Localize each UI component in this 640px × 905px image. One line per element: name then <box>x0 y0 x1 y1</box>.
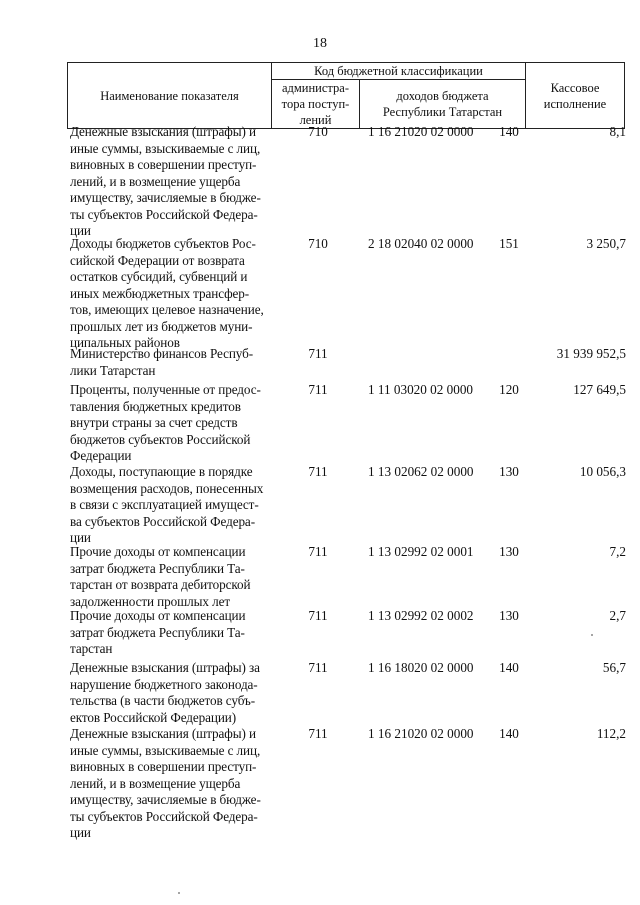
income-code: 1 16 21020 02 0000 <box>368 726 474 741</box>
admin-code: 711 <box>308 346 328 361</box>
income-type-code: 130 <box>499 608 519 623</box>
income-type-code: 130 <box>499 464 519 479</box>
income-code: 1 13 02062 02 0000 <box>368 464 474 479</box>
cash-execution-amount: 2,7 <box>609 608 626 623</box>
admin-code: 711 <box>308 608 328 623</box>
header-income-column: доходов бюджета Республики Татарстан <box>360 80 526 129</box>
income-type-code: 140 <box>499 660 519 675</box>
income-code: 1 13 02992 02 0002 <box>368 608 474 623</box>
income-code: 1 11 03020 02 0000 <box>368 382 474 397</box>
income-code: 1 16 21020 02 0000 <box>368 124 474 139</box>
indicator-name: Министерство финансов Респуб- лики Татарстан <box>70 346 254 378</box>
header-amount-column: Кассовое исполнение <box>526 63 625 129</box>
income-type-code: 140 <box>499 124 519 139</box>
income-type-code: 151 <box>499 236 519 251</box>
table-row <box>70 346 626 379</box>
income-code: 1 13 02992 02 0001 <box>368 544 474 559</box>
table-row <box>70 544 626 610</box>
scan-speck <box>591 634 593 636</box>
income-code: 1 16 18020 02 0000 <box>368 660 474 675</box>
income-type-code: 130 <box>499 544 519 559</box>
header-bcc-group: Код бюджетной классификации <box>272 63 526 80</box>
admin-code: 710 <box>308 124 328 139</box>
table-row <box>70 660 626 726</box>
admin-code: 711 <box>308 726 328 741</box>
indicator-name: Денежные взыскания (штрафы) и иные суммы, взыскиваемые с лиц, виновных в совершении преступ- лений, и в возмещение ущерба имуществу, зачисляемые в бюдже- ты субъектов Российской Федера- ции <box>70 726 261 840</box>
indicator-name: Денежные взыскания (штрафы) и иные суммы, взыскиваемые с лиц, виновных в совершении преступ- лений, и в возмещение ущерба имуществу, зачисляемые в бюдже- ты субъектов Российской Федера- ции <box>70 124 261 238</box>
admin-code: 711 <box>308 464 328 479</box>
cash-execution-amount: 31 939 952,5 <box>556 346 626 361</box>
admin-code: 711 <box>308 660 328 675</box>
indicator-name: Прочие доходы от компенсации затрат бюджета Республики Та- тарстан от возврата дебиторской задолженности прошлых лет <box>70 544 251 609</box>
table-row <box>70 124 626 240</box>
indicator-name: Доходы бюджетов субъектов Рос- сийской Федерации от возврата остатков субсидий, субвенций и иных межбюджетных трансфер- тов, имеющих целевое назначение, прошлых лет из бюджетов муни- ципальных районов <box>70 236 264 350</box>
table-row <box>70 236 626 352</box>
table-row <box>70 608 626 658</box>
admin-code: 711 <box>308 544 328 559</box>
admin-code: 710 <box>308 236 328 251</box>
header-admin-column: администра- тора поступ- лений <box>272 80 360 129</box>
cash-execution-amount: 10 056,3 <box>579 464 626 479</box>
table-row <box>70 464 626 547</box>
indicator-name: Денежные взыскания (штрафы) за нарушение бюджетного законода- тельства (в части бюджетов субъ- ектов Российской Федерации) <box>70 660 260 725</box>
cash-execution-amount: 112,2 <box>596 726 626 741</box>
cash-execution-amount: 56,7 <box>602 660 626 675</box>
cash-execution-amount: 7,2 <box>609 544 626 559</box>
table-header <box>67 62 625 129</box>
scan-speck <box>178 892 180 894</box>
indicator-name: Доходы, поступающие в порядке возмещения расходов, понесенных в связи с эксплуатацией имущест- ва субъектов Российской Федера- ции <box>70 464 264 545</box>
page-number: 18 <box>313 36 327 51</box>
cash-execution-amount: 127 649,5 <box>573 382 626 397</box>
income-type-code: 140 <box>499 726 519 741</box>
header-name-column: Наименование показателя <box>68 63 272 129</box>
income-code: 2 18 02040 02 0000 <box>368 236 474 251</box>
cash-execution-amount: 8,1 <box>609 124 626 139</box>
table-row <box>70 382 626 465</box>
indicator-name: Прочие доходы от компенсации затрат бюджета Республики Та- тарстан <box>70 608 246 656</box>
indicator-name: Проценты, полученные от предос- тавления бюджетных кредитов внутри страны за счет средств бюджетов субъектов Российской Федерации <box>70 382 261 463</box>
cash-execution-amount: 3 250,7 <box>586 236 626 251</box>
income-type-code: 120 <box>499 382 519 397</box>
table-row <box>70 726 626 842</box>
admin-code: 711 <box>308 382 328 397</box>
